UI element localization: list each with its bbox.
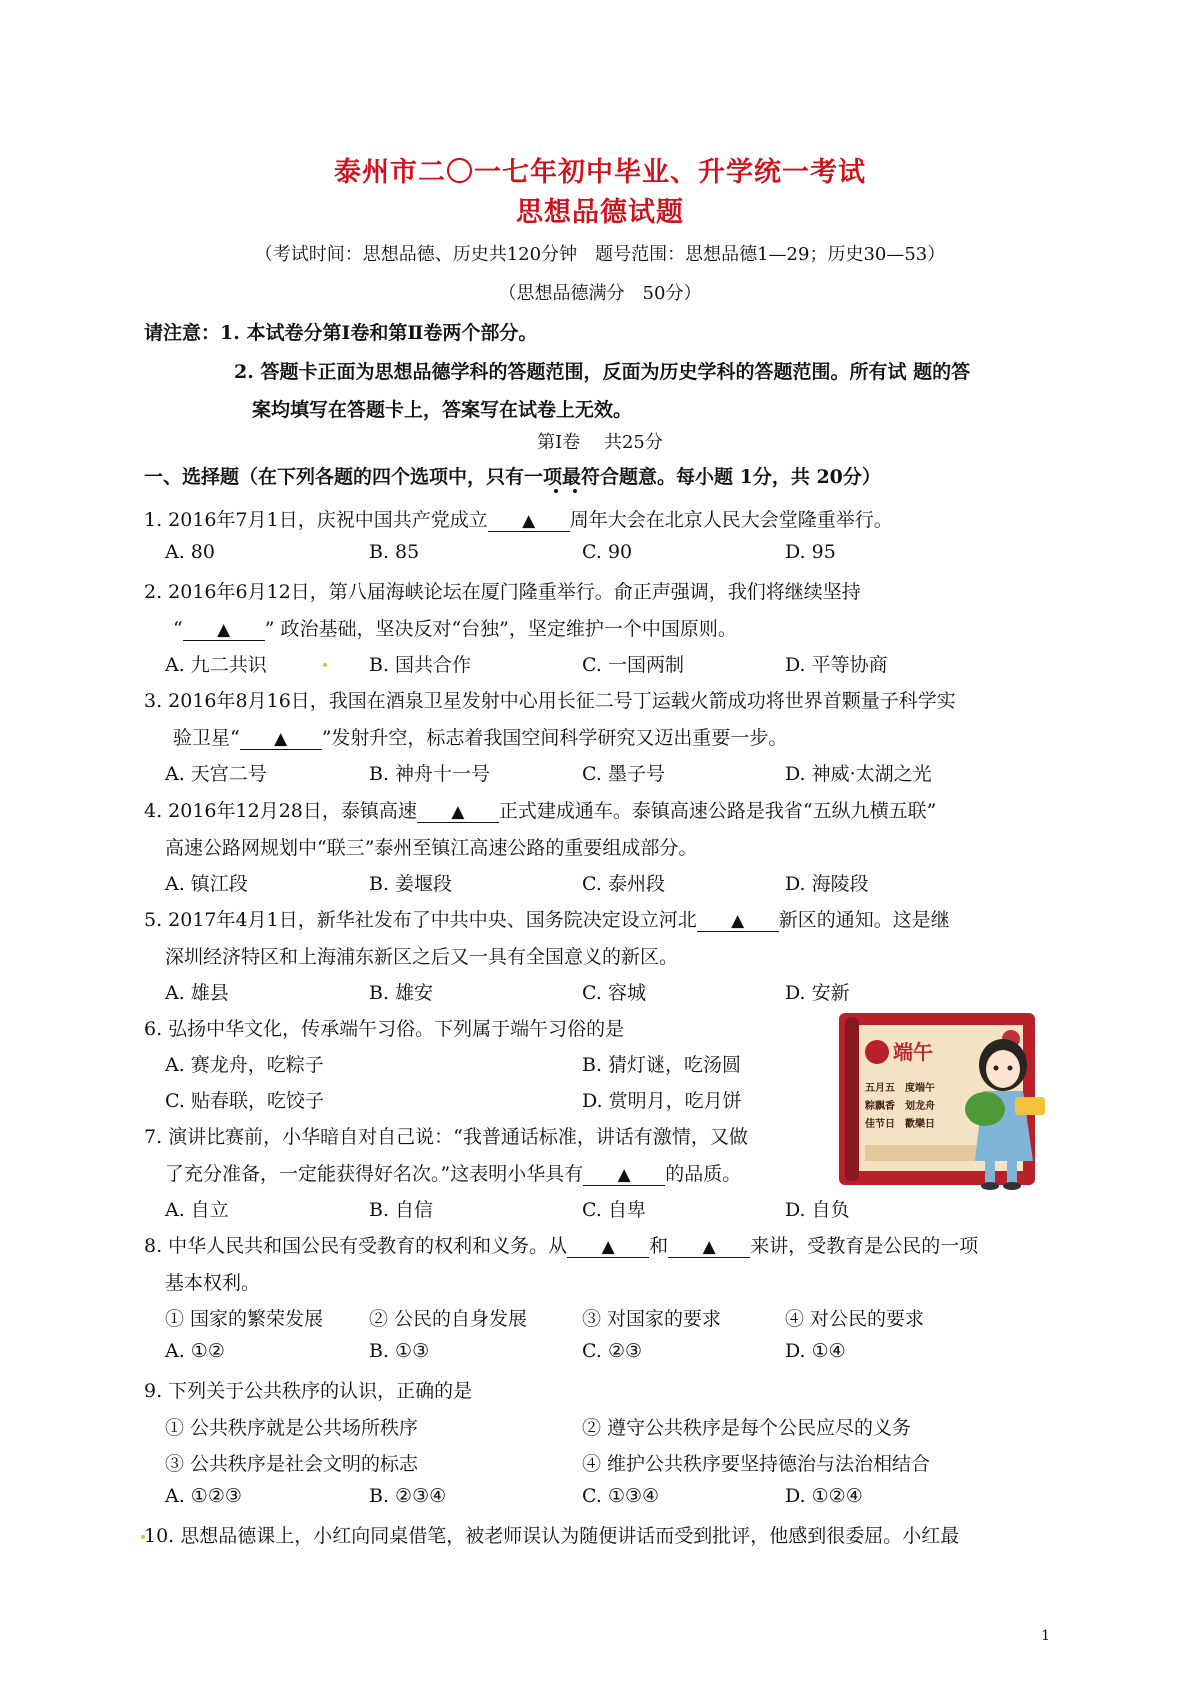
answer-blank: ▲	[583, 1165, 665, 1186]
question-6: 6. 弘扬中华文化，传承端午习俗。下列属于端午习俗的是	[144, 1018, 625, 1040]
option-a: A. 80	[165, 541, 215, 563]
option-b: B. 姜堰段	[369, 873, 453, 895]
eye-right	[1008, 1066, 1013, 1071]
statement-2: ② 公民的自身发展	[369, 1308, 528, 1330]
option-b: B. ②③④	[369, 1485, 447, 1507]
option-d: D. 神威·太湖之光	[785, 763, 932, 785]
question-3-line2	[173, 723, 787, 750]
option-a: A. ①②③	[165, 1485, 242, 1507]
exam-info: （考试时间：思想品德、历史共120分钟 题号范围：思想品德1—29；历史30—53）	[254, 244, 946, 265]
section-heading: 一、选择题（在下列各题的四个选项中，只有一项最符合题意。每小题 1分，共 20分）	[144, 466, 881, 488]
option-b: B. 国共合作	[369, 654, 472, 676]
illustration-title: 端午	[893, 1040, 933, 1064]
option-d: D. 赏明月，吃月饼	[582, 1090, 742, 1112]
statement-3: ③ 对国家的要求	[582, 1308, 722, 1330]
q7-text-start: 了充分准备，一定能获得好名次。”这表明小华具有	[165, 1163, 584, 1185]
option-d: D. 自负	[785, 1199, 850, 1221]
poem-line-2: 粽飘香 划龙舟	[865, 1101, 935, 1112]
option-b: B. 雄安	[369, 982, 434, 1004]
score-info: （思想品德满分 50分）	[498, 283, 702, 304]
leg-left	[985, 1161, 995, 1183]
exam-subject-title: 思想品德试题	[516, 197, 684, 228]
question-2: 2. 2016年6月12日，第八届海峡论坛在厦门隆重举行。俞正声强调，我们将继续坚持	[144, 581, 861, 603]
q4-text-end: 正式建成通车。泰镇高速公路是我省“五纵九横五联”	[498, 800, 937, 822]
statement-4: ④ 对公民的要求	[785, 1308, 925, 1330]
answer-blank: ▲	[697, 911, 779, 932]
poem-line-3: 佳节日 歡樂日	[865, 1119, 935, 1130]
scroll-roller-left	[845, 1017, 859, 1181]
question-5	[144, 905, 950, 932]
q3-text-start: 验卫星“	[173, 727, 240, 749]
option-c: C. 自卑	[582, 1199, 646, 1221]
statement-4: ④ 维护公共秩序要坚持德治与法治相结合	[582, 1453, 931, 1475]
page-number: 1	[1041, 1628, 1050, 1644]
option-a: A. ①②	[165, 1340, 225, 1362]
option-c: C. 墨子号	[582, 763, 665, 785]
option-b: B. 自信	[369, 1199, 434, 1221]
notes-line1	[144, 318, 537, 345]
question-5-line2: 深圳经济特区和上海浦东新区之后又一具有全国意义的新区。	[165, 946, 679, 968]
option-a: A. 天宫二号	[165, 763, 267, 785]
gift-tag	[1015, 1097, 1045, 1115]
answer-blank: ▲	[183, 620, 265, 641]
option-a: A. 雄县	[165, 982, 229, 1004]
statement-2: ② 遵守公共秩序是每个公民应尽的义务	[582, 1417, 912, 1439]
q8-text-end: 来讲，受教育是公民的一项	[750, 1235, 979, 1257]
q2-quote-open: “	[173, 618, 183, 640]
option-a: A. 镇江段	[165, 873, 248, 895]
answer-blank: ▲	[488, 511, 570, 532]
option-c: C. 泰州段	[582, 873, 665, 895]
answer-blank: ▲	[668, 1237, 750, 1258]
duanwu-picture	[835, 1005, 1057, 1193]
question-10: 10. 思想品德课上，小红向同桌借笔，被老师误认为随便讲话而受到批评，他感到很委屈。小红最	[144, 1525, 960, 1547]
leg-right	[1007, 1161, 1017, 1183]
duanwu-illustration	[835, 1005, 1057, 1193]
shoe-right	[1003, 1182, 1021, 1190]
option-b: B. 猜灯谜，吃汤圆	[582, 1054, 742, 1076]
q7-text-end: 的品质。	[665, 1163, 742, 1185]
option-c: C. ①③④	[582, 1485, 660, 1507]
q2-text-end: ” 政治基础，坚决反对“台独”，坚定维护一个中国原则。	[264, 618, 737, 640]
question-8-line2: 基本权利。	[165, 1272, 261, 1294]
q1-text-end: 周年大会在北京人民大会堂隆重举行。	[569, 509, 893, 531]
volume-heading: 第Ⅰ卷 共25分	[537, 432, 663, 453]
option-b: B. 85	[369, 541, 420, 563]
question-2-line2	[173, 614, 737, 641]
q1-text: 1. 2016年7月1日，庆祝中国共产党成立	[144, 509, 488, 531]
notes-label: 请注意：	[144, 322, 221, 344]
q5-text-end: 新区的通知。这是继	[778, 909, 950, 931]
question-7-line2	[165, 1159, 741, 1186]
question-9: 9. 下列关于公共秩序的认识，正确的是	[144, 1380, 473, 1402]
option-d: D. 海陵段	[785, 873, 869, 895]
seal-badge	[865, 1040, 889, 1064]
question-8	[144, 1231, 978, 1258]
option-c: C. 贴春联，吃饺子	[165, 1090, 324, 1112]
answer-blank: ▲	[240, 729, 322, 750]
answer-blank: ▲	[567, 1237, 649, 1258]
shoe-left	[981, 1182, 999, 1190]
q4-text-start: 4. 2016年12月28日，泰镇高速	[144, 800, 417, 822]
option-c: C. ②③	[582, 1340, 643, 1362]
question-4-line2: 高速公路网规划中“联三”泰州至镇江高速公路的重要组成部分。	[165, 837, 698, 859]
option-b: B. ①③	[369, 1340, 430, 1362]
note-2-line1: 2. 答题卡正面为思想品德学科的答题范围，反面为历史学科的答题范围。所有试 题的答	[234, 361, 971, 383]
statement-3: ③ 公共秩序是社会文明的标志	[165, 1453, 419, 1475]
eye-left	[994, 1066, 999, 1071]
option-d: D. ①②④	[785, 1485, 863, 1507]
zongzi	[965, 1092, 1005, 1126]
q5-text-start: 5. 2017年4月1日，新华社发布了中共中央、国务院决定设立河北	[144, 909, 697, 931]
face	[986, 1050, 1020, 1088]
question-4	[144, 796, 936, 823]
option-a: A. 九二共识	[165, 654, 267, 676]
option-d: D. ①④	[785, 1340, 846, 1362]
option-a: A. 赛龙舟，吃粽子	[165, 1054, 324, 1076]
option-c: C. 容城	[582, 982, 646, 1004]
q3-text-end: ”发射升空，标志着我国空间科学研究又迈出重要一步。	[321, 727, 788, 749]
poem-line-1: 五月五 度端午	[865, 1083, 935, 1094]
q8-text-mid: 和	[649, 1235, 669, 1257]
option-d: D. 95	[785, 541, 836, 563]
note-2-line2: 案均填写在答题卡上，答案写在试卷上无效。	[252, 399, 633, 421]
statement-1: ① 公共秩序就是公共场所秩序	[165, 1417, 419, 1439]
answer-blank: ▲	[417, 802, 499, 823]
statement-1: ① 国家的繁荣发展	[165, 1308, 324, 1330]
option-a: A. 自立	[165, 1199, 229, 1221]
option-c: C. 90	[582, 541, 633, 563]
question-1	[144, 505, 893, 532]
banner-strip	[865, 1145, 985, 1161]
exam-title: 泰州市二〇一七年初中毕业、升学统一考试	[334, 157, 866, 188]
note-1: 1. 本试卷分第Ⅰ卷和第Ⅱ卷两个部分。	[220, 322, 538, 344]
option-c: C. 一国两制	[582, 654, 684, 676]
question-7: 7. 演讲比赛前，小华暗自对自己说：“我普通话标准，讲话有激情，又做	[144, 1126, 748, 1148]
option-d: D. 平等协商	[785, 654, 888, 676]
option-d: D. 安新	[785, 982, 850, 1004]
emphasis-dot	[554, 489, 558, 493]
option-b: B. 神舟十一号	[369, 763, 491, 785]
q8-text-start: 8. 中华人民共和国公民有受教育的权利和义务。从	[144, 1235, 568, 1257]
emphasis-dot	[573, 489, 577, 493]
question-3: 3. 2016年8月16日，我国在酒泉卫星发射中心用长征二号丁运载火箭成功将世界首颗量子科学实	[144, 690, 956, 712]
scan-speck	[323, 663, 327, 667]
